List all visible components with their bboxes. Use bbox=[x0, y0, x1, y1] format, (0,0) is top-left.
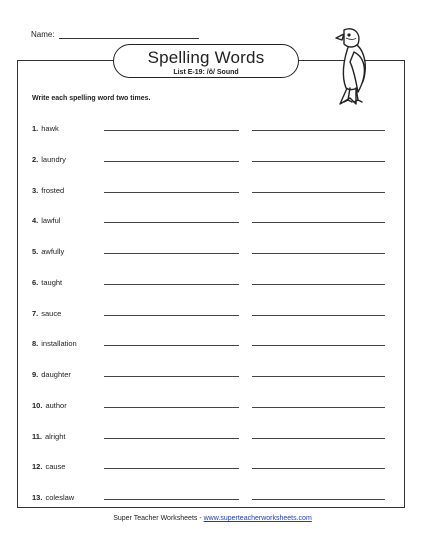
name-line[interactable] bbox=[59, 30, 199, 39]
spelling-word: sauce bbox=[41, 308, 62, 318]
writing-line-first[interactable] bbox=[104, 438, 239, 439]
writing-line-second[interactable] bbox=[252, 222, 385, 223]
list-subtitle: List E-19: /ô/ Sound bbox=[173, 69, 239, 76]
writing-line-second[interactable] bbox=[252, 253, 385, 254]
spelling-word: taught bbox=[41, 277, 63, 287]
spelling-word: daughter bbox=[41, 370, 71, 379]
word-number: 3. bbox=[32, 185, 39, 195]
writing-line-first[interactable] bbox=[104, 499, 239, 500]
word-number: 7. bbox=[32, 308, 39, 318]
word-row bbox=[32, 309, 392, 323]
word-number: 1. bbox=[32, 124, 39, 133]
writing-line-second[interactable] bbox=[252, 438, 385, 439]
writing-line-first[interactable] bbox=[104, 345, 239, 346]
word-number: 10. bbox=[32, 400, 43, 410]
word-label bbox=[32, 401, 67, 410]
writing-line-first[interactable] bbox=[104, 376, 239, 377]
word-label bbox=[32, 216, 60, 225]
writing-line-first[interactable] bbox=[104, 161, 239, 162]
writing-line-first[interactable] bbox=[104, 192, 239, 193]
word-row bbox=[32, 462, 392, 476]
spelling-word: alright bbox=[45, 431, 66, 441]
writing-line-second[interactable] bbox=[252, 192, 385, 193]
footer bbox=[0, 515, 425, 522]
word-row bbox=[32, 186, 392, 200]
word-number: 12. bbox=[32, 462, 43, 472]
title-banner bbox=[113, 44, 299, 78]
spelling-word: awfully bbox=[41, 247, 65, 256]
spelling-word: lawful bbox=[41, 216, 61, 226]
word-label bbox=[32, 155, 66, 164]
word-number: 2. bbox=[32, 154, 39, 164]
word-label bbox=[32, 370, 71, 379]
footer-text: Super Teacher Worksheets - bbox=[113, 515, 204, 522]
writing-line-second[interactable] bbox=[252, 284, 385, 285]
spelling-word: frosted bbox=[41, 185, 65, 195]
writing-line-second[interactable] bbox=[252, 499, 385, 500]
footer-link[interactable]: www.superteacherworksheets.com bbox=[203, 515, 312, 522]
word-number: 4. bbox=[32, 216, 39, 226]
word-number: 13. bbox=[32, 493, 43, 502]
writing-line-second[interactable] bbox=[252, 468, 385, 469]
word-row bbox=[32, 216, 392, 230]
writing-line-first[interactable] bbox=[104, 130, 239, 131]
word-number: 8. bbox=[32, 339, 39, 349]
writing-line-first[interactable] bbox=[104, 284, 239, 285]
word-number: 9. bbox=[32, 370, 39, 379]
spelling-word: cause bbox=[45, 462, 66, 472]
word-row bbox=[32, 432, 392, 446]
spelling-word: author bbox=[45, 400, 67, 410]
name-label: Name: bbox=[31, 30, 55, 39]
word-row bbox=[32, 155, 392, 169]
writing-line-first[interactable] bbox=[104, 407, 239, 408]
word-row bbox=[32, 339, 392, 353]
word-row bbox=[32, 401, 392, 415]
word-number: 6. bbox=[32, 277, 39, 287]
writing-line-second[interactable] bbox=[252, 345, 385, 346]
word-row bbox=[32, 278, 392, 292]
writing-line-second[interactable] bbox=[252, 161, 385, 162]
spelling-word: installation bbox=[41, 339, 77, 349]
writing-line-first[interactable] bbox=[104, 468, 239, 469]
word-row bbox=[32, 247, 392, 261]
spelling-word: hawk bbox=[41, 124, 59, 133]
hawk-illustration-icon bbox=[322, 22, 380, 110]
word-label bbox=[32, 247, 64, 256]
word-label bbox=[32, 493, 74, 502]
writing-line-first[interactable] bbox=[104, 315, 239, 316]
writing-line-first[interactable] bbox=[104, 222, 239, 223]
writing-line-first[interactable] bbox=[104, 253, 239, 254]
word-label bbox=[32, 186, 64, 195]
word-row bbox=[32, 493, 392, 507]
page-title: Spelling Words bbox=[147, 48, 265, 67]
writing-line-second[interactable] bbox=[252, 376, 385, 377]
writing-line-second[interactable] bbox=[252, 130, 385, 131]
word-label bbox=[32, 278, 62, 287]
word-row bbox=[32, 370, 392, 384]
word-label bbox=[32, 309, 61, 318]
word-label bbox=[32, 339, 77, 348]
word-number: 11. bbox=[32, 431, 43, 441]
word-label bbox=[32, 124, 59, 133]
name-field-row bbox=[31, 30, 199, 39]
spelling-word: coleslaw bbox=[45, 493, 75, 502]
word-row bbox=[32, 124, 392, 138]
spelling-word: laundry bbox=[41, 154, 66, 164]
writing-line-second[interactable] bbox=[252, 315, 385, 316]
word-label bbox=[32, 432, 65, 441]
word-number: 5. bbox=[32, 247, 39, 256]
word-label bbox=[32, 462, 65, 471]
writing-line-second[interactable] bbox=[252, 407, 385, 408]
instructions-text: Write each spelling word two times. bbox=[32, 95, 151, 102]
